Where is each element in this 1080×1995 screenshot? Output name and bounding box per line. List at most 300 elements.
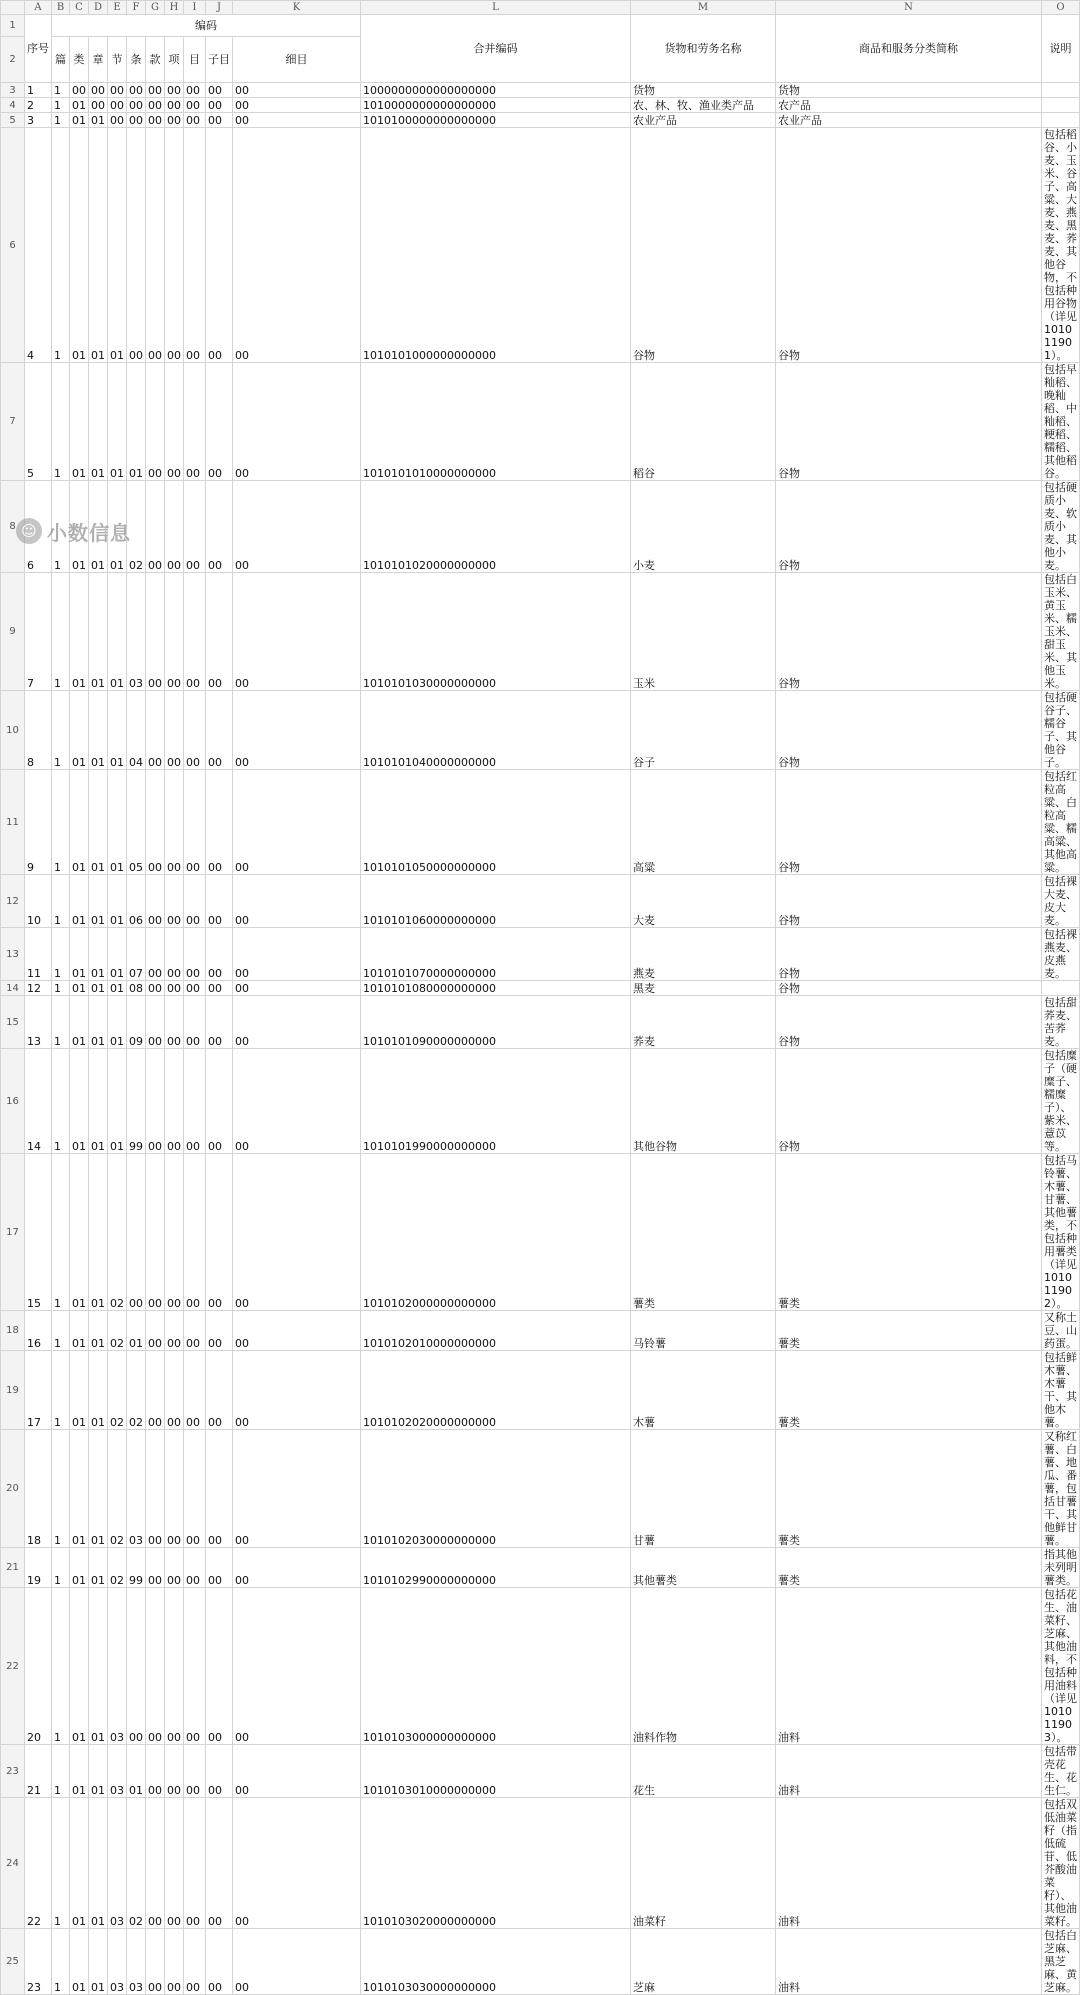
cell-code[interactable]: 00 xyxy=(165,363,184,481)
cell-code[interactable]: 01 xyxy=(89,113,108,128)
row-header[interactable]: 10 xyxy=(1,691,25,770)
cell-code[interactable]: 00 xyxy=(233,1311,361,1351)
cell-code[interactable]: 00 xyxy=(206,481,233,573)
cell-code[interactable]: 01 xyxy=(70,1154,89,1311)
cell-merged-code[interactable]: 1010101070000000000 xyxy=(361,928,631,981)
cell-code[interactable]: 01 xyxy=(70,981,89,996)
cell-code[interactable]: 01 xyxy=(70,1929,89,1995)
cell-code[interactable]: 01 xyxy=(89,1548,108,1588)
cell-category[interactable]: 谷物 xyxy=(776,770,1042,875)
cell-code[interactable]: 00 xyxy=(206,573,233,691)
row-header[interactable]: 21 xyxy=(1,1548,25,1588)
cell-goods-name[interactable]: 花生 xyxy=(631,1745,776,1798)
cell-code[interactable]: 09 xyxy=(127,996,146,1049)
cell-goods-name[interactable]: 油菜籽 xyxy=(631,1798,776,1929)
cell-goods-name[interactable]: 大麦 xyxy=(631,875,776,928)
cell-merged-code[interactable]: 1010101010000000000 xyxy=(361,363,631,481)
cell-code[interactable]: 00 xyxy=(127,1154,146,1311)
cell-goods-name[interactable]: 木薯 xyxy=(631,1351,776,1430)
cell-merged-code[interactable]: 1010101000000000000 xyxy=(361,128,631,363)
cell-code[interactable]: 01 xyxy=(70,928,89,981)
cell-merged-code[interactable]: 1010000000000000000 xyxy=(361,98,631,113)
cell-code[interactable]: 1 xyxy=(52,1548,70,1588)
row-header[interactable]: 9 xyxy=(1,573,25,691)
cell-goods-name[interactable]: 黑麦 xyxy=(631,981,776,996)
cell-code[interactable]: 00 xyxy=(206,113,233,128)
cell-code[interactable]: 00 xyxy=(165,128,184,363)
cell-code[interactable]: 00 xyxy=(108,83,127,98)
cell-code[interactable]: 00 xyxy=(146,113,165,128)
cell-code[interactable]: 00 xyxy=(184,481,206,573)
cell-code[interactable]: 00 xyxy=(233,1154,361,1311)
cell-description[interactable]: 包括硬谷子、糯谷子、其他谷子。 xyxy=(1042,691,1080,770)
row-header[interactable]: 1 xyxy=(1,15,25,37)
cell-description[interactable]: 又称土豆、山药蛋。 xyxy=(1042,1311,1080,1351)
cell-code[interactable]: 00 xyxy=(184,1311,206,1351)
cell-seq[interactable]: 20 xyxy=(25,1588,52,1745)
cell-seq[interactable]: 8 xyxy=(25,691,52,770)
cell-code[interactable]: 01 xyxy=(108,996,127,1049)
cell-code[interactable]: 00 xyxy=(233,691,361,770)
cell-code[interactable]: 01 xyxy=(108,770,127,875)
cell-code[interactable]: 05 xyxy=(127,770,146,875)
cell-code[interactable]: 00 xyxy=(165,113,184,128)
cell-code[interactable]: 01 xyxy=(108,481,127,573)
cell-goods-name[interactable]: 其他谷物 xyxy=(631,1049,776,1154)
cell-code[interactable]: 1 xyxy=(52,1351,70,1430)
cell-code[interactable]: 00 xyxy=(165,928,184,981)
cell-category[interactable]: 谷物 xyxy=(776,573,1042,691)
cell-code[interactable]: 00 xyxy=(146,1798,165,1929)
cell-code[interactable]: 00 xyxy=(233,1351,361,1430)
select-all-corner[interactable] xyxy=(1,1,25,15)
cell-merged-code[interactable]: 1010102020000000000 xyxy=(361,1351,631,1430)
cell-code[interactable]: 00 xyxy=(146,1154,165,1311)
cell-code[interactable]: 00 xyxy=(184,1351,206,1430)
cell-description[interactable]: 包括花生、油菜籽、芝麻、其他油料，不包括种用油料（详见101011903）。 xyxy=(1042,1588,1080,1745)
row-header[interactable]: 13 xyxy=(1,928,25,981)
row-header[interactable]: 16 xyxy=(1,1049,25,1154)
cell-description[interactable]: 包括糜子（硬糜子、糯糜子）、紫米、薏苡等。 xyxy=(1042,1049,1080,1154)
cell-code[interactable]: 00 xyxy=(89,98,108,113)
cell-code[interactable]: 1 xyxy=(52,363,70,481)
cell-code[interactable]: 00 xyxy=(165,1351,184,1430)
cell-code[interactable]: 01 xyxy=(70,481,89,573)
column-header[interactable]: J xyxy=(206,1,233,15)
cell-merged-code[interactable]: 1010101080000000000 xyxy=(361,981,631,996)
cell-category[interactable]: 谷物 xyxy=(776,481,1042,573)
cell-seq[interactable]: 23 xyxy=(25,1929,52,1995)
cell-code[interactable]: 00 xyxy=(184,691,206,770)
cell-code[interactable]: 00 xyxy=(146,1430,165,1548)
cell-category[interactable]: 谷物 xyxy=(776,128,1042,363)
cell-code[interactable]: 01 xyxy=(108,981,127,996)
cell-code[interactable]: 00 xyxy=(233,981,361,996)
cell-code[interactable]: 01 xyxy=(70,1430,89,1548)
cell-code[interactable]: 03 xyxy=(127,1929,146,1995)
row-header[interactable]: 15 xyxy=(1,996,25,1049)
cell-goods-name[interactable]: 薯类 xyxy=(631,1154,776,1311)
cell-code[interactable]: 00 xyxy=(233,1430,361,1548)
cell-code[interactable]: 08 xyxy=(127,981,146,996)
cell-code[interactable]: 1 xyxy=(52,1798,70,1929)
cell-code[interactable]: 01 xyxy=(70,113,89,128)
cell-code[interactable]: 01 xyxy=(108,363,127,481)
cell-code[interactable]: 99 xyxy=(127,1548,146,1588)
cell-code[interactable]: 01 xyxy=(70,1311,89,1351)
cell-merged-code[interactable]: 1010101020000000000 xyxy=(361,481,631,573)
column-header[interactable]: N xyxy=(776,1,1042,15)
cell-code[interactable]: 03 xyxy=(127,573,146,691)
cell-category[interactable]: 薯类 xyxy=(776,1430,1042,1548)
cell-merged-code[interactable]: 1010102010000000000 xyxy=(361,1311,631,1351)
cell-code[interactable]: 01 xyxy=(70,363,89,481)
cell-code[interactable]: 00 xyxy=(206,83,233,98)
column-header[interactable]: F xyxy=(127,1,146,15)
cell-code[interactable]: 01 xyxy=(108,128,127,363)
cell-code[interactable]: 00 xyxy=(165,996,184,1049)
cell-code[interactable]: 1 xyxy=(52,691,70,770)
row-header[interactable]: 4 xyxy=(1,98,25,113)
cell-merged-code[interactable]: 1010100000000000000 xyxy=(361,113,631,128)
cell-code[interactable]: 00 xyxy=(165,98,184,113)
cell-category[interactable]: 货物 xyxy=(776,83,1042,98)
cell-code[interactable]: 00 xyxy=(127,128,146,363)
column-header[interactable]: E xyxy=(108,1,127,15)
cell-code[interactable]: 1 xyxy=(52,128,70,363)
cell-code[interactable]: 02 xyxy=(108,1430,127,1548)
cell-code[interactable]: 01 xyxy=(70,1548,89,1588)
cell-code[interactable]: 00 xyxy=(184,113,206,128)
row-header[interactable]: 22 xyxy=(1,1588,25,1745)
cell-code[interactable]: 01 xyxy=(89,981,108,996)
cell-code[interactable]: 01 xyxy=(70,1049,89,1154)
cell-merged-code[interactable]: 1010102990000000000 xyxy=(361,1548,631,1588)
cell-code[interactable]: 00 xyxy=(206,1929,233,1995)
cell-code[interactable]: 01 xyxy=(89,1311,108,1351)
cell-goods-name[interactable]: 农业产品 xyxy=(631,113,776,128)
cell-code[interactable]: 00 xyxy=(206,928,233,981)
cell-code[interactable]: 00 xyxy=(146,98,165,113)
cell-goods-name[interactable]: 小麦 xyxy=(631,481,776,573)
cell-seq[interactable]: 6 xyxy=(25,481,52,573)
cell-code[interactable]: 02 xyxy=(108,1548,127,1588)
cell-description[interactable]: 包括白芝麻、黑芝麻、黄芝麻。 xyxy=(1042,1929,1080,1995)
row-header[interactable]: 2 xyxy=(1,37,25,83)
cell-category[interactable]: 谷物 xyxy=(776,1049,1042,1154)
cell-seq[interactable]: 21 xyxy=(25,1745,52,1798)
cell-code[interactable]: 00 xyxy=(146,83,165,98)
cell-goods-name[interactable]: 芝麻 xyxy=(631,1929,776,1995)
cell-code[interactable]: 00 xyxy=(233,770,361,875)
cell-description[interactable]: 包括马铃薯、木薯、甘薯、其他薯类，不包括种用薯类（详见101011902）。 xyxy=(1042,1154,1080,1311)
cell-goods-name[interactable]: 玉米 xyxy=(631,573,776,691)
cell-code[interactable]: 00 xyxy=(184,1154,206,1311)
cell-description[interactable]: 包括甜荞麦、苦荞麦。 xyxy=(1042,996,1080,1049)
cell-merged-code[interactable]: 1010101990000000000 xyxy=(361,1049,631,1154)
column-header[interactable]: L xyxy=(361,1,631,15)
cell-merged-code[interactable]: 1010103010000000000 xyxy=(361,1745,631,1798)
cell-code[interactable]: 00 xyxy=(233,83,361,98)
cell-code[interactable]: 00 xyxy=(206,1311,233,1351)
row-header[interactable]: 3 xyxy=(1,83,25,98)
cell-code[interactable]: 01 xyxy=(127,1311,146,1351)
cell-goods-name[interactable]: 燕麦 xyxy=(631,928,776,981)
cell-merged-code[interactable]: 1010102030000000000 xyxy=(361,1430,631,1548)
cell-merged-code[interactable]: 1010103020000000000 xyxy=(361,1798,631,1929)
cell-code[interactable]: 00 xyxy=(206,875,233,928)
cell-code[interactable]: 03 xyxy=(108,1588,127,1745)
cell-code[interactable]: 01 xyxy=(89,691,108,770)
cell-code[interactable]: 01 xyxy=(70,1745,89,1798)
cell-code[interactable]: 00 xyxy=(184,1049,206,1154)
cell-code[interactable]: 00 xyxy=(184,996,206,1049)
cell-code[interactable]: 01 xyxy=(70,128,89,363)
cell-code[interactable]: 00 xyxy=(206,1154,233,1311)
cell-code[interactable]: 00 xyxy=(233,1548,361,1588)
cell-code[interactable]: 00 xyxy=(233,1929,361,1995)
cell-code[interactable]: 00 xyxy=(233,98,361,113)
cell-code[interactable]: 00 xyxy=(165,1929,184,1995)
cell-code[interactable]: 00 xyxy=(206,1049,233,1154)
cell-code[interactable]: 01 xyxy=(70,573,89,691)
cell-code[interactable]: 01 xyxy=(89,770,108,875)
cell-code[interactable]: 00 xyxy=(184,928,206,981)
cell-code[interactable]: 01 xyxy=(89,363,108,481)
cell-code[interactable]: 00 xyxy=(184,573,206,691)
cell-code[interactable]: 1 xyxy=(52,1154,70,1311)
cell-description[interactable]: 包括红粒高粱、白粒高粱、糯高粱、其他高粱。 xyxy=(1042,770,1080,875)
cell-seq[interactable]: 13 xyxy=(25,996,52,1049)
cell-category[interactable]: 谷物 xyxy=(776,691,1042,770)
cell-code[interactable]: 00 xyxy=(146,691,165,770)
cell-code[interactable]: 01 xyxy=(70,98,89,113)
cell-code[interactable]: 01 xyxy=(70,875,89,928)
cell-goods-name[interactable]: 荞麦 xyxy=(631,996,776,1049)
cell-seq[interactable]: 1 xyxy=(25,83,52,98)
cell-code[interactable]: 00 xyxy=(206,981,233,996)
cell-code[interactable]: 00 xyxy=(233,1745,361,1798)
cell-code[interactable]: 1 xyxy=(52,573,70,691)
cell-code[interactable]: 02 xyxy=(108,1154,127,1311)
cell-description[interactable]: 包括白玉米、黄玉米、糯玉米、甜玉米、其他玉米。 xyxy=(1042,573,1080,691)
cell-goods-name[interactable]: 货物 xyxy=(631,83,776,98)
cell-code[interactable]: 00 xyxy=(146,996,165,1049)
cell-code[interactable]: 00 xyxy=(146,1745,165,1798)
cell-code[interactable]: 03 xyxy=(127,1430,146,1548)
cell-seq[interactable]: 12 xyxy=(25,981,52,996)
cell-code[interactable]: 02 xyxy=(127,481,146,573)
cell-code[interactable]: 00 xyxy=(108,98,127,113)
cell-code[interactable]: 00 xyxy=(206,128,233,363)
cell-seq[interactable]: 18 xyxy=(25,1430,52,1548)
cell-code[interactable]: 00 xyxy=(146,1351,165,1430)
cell-code[interactable]: 01 xyxy=(89,128,108,363)
cell-code[interactable]: 00 xyxy=(233,128,361,363)
cell-code[interactable]: 1 xyxy=(52,113,70,128)
cell-code[interactable]: 00 xyxy=(184,1798,206,1929)
cell-code[interactable]: 00 xyxy=(89,83,108,98)
cell-code[interactable]: 01 xyxy=(70,691,89,770)
cell-code[interactable]: 00 xyxy=(146,1588,165,1745)
cell-code[interactable]: 00 xyxy=(146,928,165,981)
cell-description[interactable]: 包括裸燕麦、皮燕麦。 xyxy=(1042,928,1080,981)
cell-description[interactable]: 包括早籼稻、晚籼稻、中籼稻、粳稻、糯稻、其他稻谷。 xyxy=(1042,363,1080,481)
cell-code[interactable]: 01 xyxy=(89,1351,108,1430)
cell-code[interactable]: 00 xyxy=(184,1588,206,1745)
cell-description[interactable]: 包括稻谷、小麦、玉米、谷子、高粱、大麦、燕麦、黑麦、荞麦、其他谷物，不包括种用谷物（详见101011901）。 xyxy=(1042,128,1080,363)
cell-code[interactable]: 01 xyxy=(108,573,127,691)
cell-code[interactable]: 00 xyxy=(184,981,206,996)
cell-code[interactable]: 00 xyxy=(127,83,146,98)
cell-code[interactable]: 1 xyxy=(52,770,70,875)
cell-code[interactable]: 00 xyxy=(206,1588,233,1745)
cell-code[interactable]: 00 xyxy=(233,996,361,1049)
cell-code[interactable]: 1 xyxy=(52,481,70,573)
cell-code[interactable]: 00 xyxy=(146,573,165,691)
cell-merged-code[interactable]: 1010101030000000000 xyxy=(361,573,631,691)
cell-code[interactable]: 00 xyxy=(165,691,184,770)
cell-category[interactable]: 油料 xyxy=(776,1929,1042,1995)
cell-code[interactable]: 1 xyxy=(52,1745,70,1798)
cell-code[interactable]: 01 xyxy=(89,1588,108,1745)
cell-category[interactable]: 薯类 xyxy=(776,1351,1042,1430)
cell-description[interactable]: 又称红薯、白薯、地瓜、番薯，包括甘薯干、其他鲜甘薯。 xyxy=(1042,1430,1080,1548)
cell-goods-name[interactable]: 甘薯 xyxy=(631,1430,776,1548)
cell-seq[interactable]: 4 xyxy=(25,128,52,363)
row-header[interactable]: 24 xyxy=(1,1798,25,1929)
cell-code[interactable]: 01 xyxy=(89,1154,108,1311)
cell-code[interactable]: 00 xyxy=(165,875,184,928)
cell-code[interactable]: 00 xyxy=(233,1049,361,1154)
cell-code[interactable]: 00 xyxy=(184,1430,206,1548)
cell-code[interactable]: 1 xyxy=(52,98,70,113)
cell-code[interactable]: 1 xyxy=(52,1311,70,1351)
cell-code[interactable]: 00 xyxy=(184,1745,206,1798)
cell-merged-code[interactable]: 1010101050000000000 xyxy=(361,770,631,875)
cell-code[interactable]: 00 xyxy=(184,128,206,363)
cell-code[interactable]: 01 xyxy=(89,573,108,691)
cell-seq[interactable]: 7 xyxy=(25,573,52,691)
cell-category[interactable]: 谷物 xyxy=(776,928,1042,981)
cell-code[interactable]: 00 xyxy=(233,1588,361,1745)
row-header[interactable]: 12 xyxy=(1,875,25,928)
cell-goods-name[interactable]: 马铃薯 xyxy=(631,1311,776,1351)
cell-code[interactable]: 00 xyxy=(206,1745,233,1798)
cell-code[interactable]: 00 xyxy=(184,770,206,875)
cell-seq[interactable]: 11 xyxy=(25,928,52,981)
cell-code[interactable]: 00 xyxy=(165,1745,184,1798)
cell-seq[interactable]: 9 xyxy=(25,770,52,875)
row-header[interactable]: 14 xyxy=(1,981,25,996)
cell-code[interactable]: 00 xyxy=(165,481,184,573)
cell-code[interactable]: 01 xyxy=(108,1049,127,1154)
cell-code[interactable]: 02 xyxy=(127,1351,146,1430)
cell-description[interactable]: 指其他未列明薯类。 xyxy=(1042,1548,1080,1588)
cell-code[interactable]: 00 xyxy=(146,1929,165,1995)
cell-code[interactable]: 00 xyxy=(184,363,206,481)
cell-category[interactable]: 薯类 xyxy=(776,1548,1042,1588)
cell-code[interactable]: 00 xyxy=(165,1548,184,1588)
cell-category[interactable]: 谷物 xyxy=(776,996,1042,1049)
cell-code[interactable]: 1 xyxy=(52,875,70,928)
cell-code[interactable]: 00 xyxy=(146,128,165,363)
cell-code[interactable]: 00 xyxy=(206,98,233,113)
cell-category[interactable]: 油料 xyxy=(776,1745,1042,1798)
cell-code[interactable]: 01 xyxy=(89,1745,108,1798)
cell-code[interactable]: 01 xyxy=(127,1745,146,1798)
cell-category[interactable]: 谷物 xyxy=(776,875,1042,928)
cell-code[interactable]: 00 xyxy=(165,1430,184,1548)
cell-category[interactable]: 薯类 xyxy=(776,1154,1042,1311)
cell-code[interactable]: 00 xyxy=(206,1548,233,1588)
row-header[interactable]: 18 xyxy=(1,1311,25,1351)
column-header[interactable]: D xyxy=(89,1,108,15)
cell-code[interactable]: 00 xyxy=(165,1154,184,1311)
column-header[interactable]: A xyxy=(25,1,52,15)
cell-seq[interactable]: 16 xyxy=(25,1311,52,1351)
cell-code[interactable]: 00 xyxy=(165,83,184,98)
cell-code[interactable]: 01 xyxy=(70,1351,89,1430)
cell-merged-code[interactable]: 1010103000000000000 xyxy=(361,1588,631,1745)
cell-code[interactable]: 03 xyxy=(108,1745,127,1798)
cell-description[interactable]: 包括鲜木薯、木薯干、其他木薯。 xyxy=(1042,1351,1080,1430)
cell-code[interactable]: 99 xyxy=(127,1049,146,1154)
cell-code[interactable]: 00 xyxy=(184,1929,206,1995)
cell-code[interactable]: 00 xyxy=(165,1049,184,1154)
cell-code[interactable]: 00 xyxy=(146,1311,165,1351)
cell-code[interactable]: 00 xyxy=(233,363,361,481)
cell-category[interactable]: 油料 xyxy=(776,1588,1042,1745)
cell-code[interactable]: 01 xyxy=(89,996,108,1049)
cell-code[interactable]: 1 xyxy=(52,928,70,981)
cell-seq[interactable]: 15 xyxy=(25,1154,52,1311)
cell-goods-name[interactable]: 农、林、牧、渔业类产品 xyxy=(631,98,776,113)
cell-seq[interactable]: 10 xyxy=(25,875,52,928)
cell-code[interactable]: 00 xyxy=(70,83,89,98)
cell-seq[interactable]: 17 xyxy=(25,1351,52,1430)
cell-code[interactable]: 01 xyxy=(70,1798,89,1929)
cell-code[interactable]: 1 xyxy=(52,981,70,996)
cell-code[interactable]: 01 xyxy=(89,1049,108,1154)
cell-description[interactable] xyxy=(1042,83,1080,98)
cell-description[interactable] xyxy=(1042,981,1080,996)
cell-category[interactable]: 薯类 xyxy=(776,1311,1042,1351)
row-header[interactable]: 6 xyxy=(1,128,25,363)
cell-code[interactable]: 01 xyxy=(89,481,108,573)
cell-category[interactable]: 农业产品 xyxy=(776,113,1042,128)
cell-category[interactable]: 农产品 xyxy=(776,98,1042,113)
cell-code[interactable]: 00 xyxy=(165,1588,184,1745)
row-header[interactable]: 20 xyxy=(1,1430,25,1548)
cell-code[interactable]: 00 xyxy=(184,1548,206,1588)
row-header[interactable]: 25 xyxy=(1,1929,25,1995)
column-header[interactable]: M xyxy=(631,1,776,15)
cell-code[interactable]: 01 xyxy=(127,363,146,481)
cell-code[interactable]: 00 xyxy=(165,1311,184,1351)
cell-code[interactable]: 01 xyxy=(70,996,89,1049)
cell-description[interactable] xyxy=(1042,98,1080,113)
cell-category[interactable]: 油料 xyxy=(776,1798,1042,1929)
cell-code[interactable]: 00 xyxy=(146,1049,165,1154)
cell-seq[interactable]: 19 xyxy=(25,1548,52,1588)
cell-merged-code[interactable]: 1010101040000000000 xyxy=(361,691,631,770)
column-header[interactable]: B xyxy=(52,1,70,15)
row-header[interactable]: 23 xyxy=(1,1745,25,1798)
cell-code[interactable]: 00 xyxy=(233,875,361,928)
row-header[interactable]: 7 xyxy=(1,363,25,481)
cell-code[interactable]: 06 xyxy=(127,875,146,928)
